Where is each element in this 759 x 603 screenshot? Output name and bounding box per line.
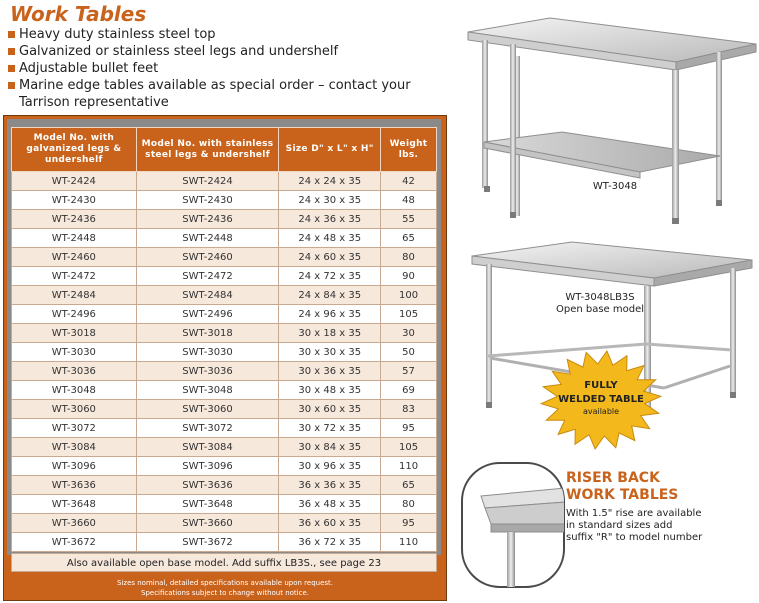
galvanized-model-cell: WT-3048 [12, 381, 137, 400]
weight-cell: 65 [381, 229, 437, 248]
header-size: Size D" x L" x H" [279, 128, 381, 172]
galvanized-model-cell: WT-3648 [12, 495, 137, 514]
header-galvanized-model: Model No. with galvanized legs & undershelf [12, 128, 137, 172]
weight-cell: 83 [381, 400, 437, 419]
spec-table [11, 127, 437, 552]
stainless-model-cell: SWT-3030 [136, 343, 279, 362]
feature-item [8, 60, 438, 77]
size-cell: 36 x 48 x 35 [279, 495, 381, 514]
bullet-square-icon [8, 65, 15, 72]
stainless-model-cell: SWT-3018 [136, 324, 279, 343]
galvanized-model-cell: WT-2448 [12, 229, 137, 248]
riser-description [566, 508, 756, 544]
table-row [12, 457, 437, 476]
stainless-model-cell: SWT-2496 [136, 305, 279, 324]
weight-cell: 65 [381, 476, 437, 495]
starburst-line: FULLY [584, 380, 618, 391]
galvanized-model-cell: WT-3672 [12, 533, 137, 552]
photo-caption-line: Open base model [555, 304, 645, 315]
table-row [12, 476, 437, 495]
feature-list [8, 26, 438, 111]
galvanized-model-cell: WT-2424 [12, 172, 137, 191]
starburst-line: available [582, 407, 620, 416]
riser-text-line: With 1.5" rise are available [566, 508, 702, 519]
galvanized-model-cell: WT-2496 [12, 305, 137, 324]
stainless-model-cell: SWT-3096 [136, 457, 279, 476]
galvanized-model-cell: WT-3096 [12, 457, 137, 476]
weight-cell: 69 [381, 381, 437, 400]
stainless-model-cell: SWT-2472 [136, 267, 279, 286]
stainless-model-cell: SWT-3048 [136, 381, 279, 400]
stainless-model-cell: SWT-3636 [136, 476, 279, 495]
stainless-model-cell: SWT-2484 [136, 286, 279, 305]
size-cell: 24 x 24 x 35 [279, 172, 381, 191]
table-row [12, 343, 437, 362]
stainless-model-cell: SWT-2436 [136, 210, 279, 229]
open-base-note: Also available open base model. Add suffix LB3S., see page 23 [11, 553, 437, 572]
stainless-model-cell: SWT-3660 [136, 514, 279, 533]
size-cell: 30 x 84 x 35 [279, 438, 381, 457]
galvanized-model-cell: WT-3636 [12, 476, 137, 495]
bullet-square-icon [8, 31, 15, 38]
work-table-photo [462, 14, 758, 230]
bullet-square-icon [8, 48, 15, 55]
feature-text: Marine edge tables available as special order – contact your Tarrison representative [19, 78, 411, 110]
table-body [12, 172, 437, 552]
galvanized-model-cell: WT-2460 [12, 248, 137, 267]
riser-title-line: RISER BACK [566, 470, 660, 486]
size-cell: 24 x 84 x 35 [279, 286, 381, 305]
page-title: Work Tables [10, 2, 147, 26]
stainless-model-cell: SWT-3672 [136, 533, 279, 552]
table-row [12, 419, 437, 438]
weight-cell: 30 [381, 324, 437, 343]
size-cell: 30 x 60 x 35 [279, 400, 381, 419]
stainless-model-cell: SWT-2430 [136, 191, 279, 210]
stainless-model-cell: SWT-2424 [136, 172, 279, 191]
header-stainless-model: Model No. with stainless steel legs & undershelf [136, 128, 279, 172]
galvanized-model-cell: WT-3660 [12, 514, 137, 533]
feature-item [8, 43, 438, 60]
table-row [12, 400, 437, 419]
photo-caption [545, 292, 655, 316]
stainless-model-cell: SWT-3060 [136, 400, 279, 419]
size-cell: 30 x 48 x 35 [279, 381, 381, 400]
size-cell: 24 x 72 x 35 [279, 267, 381, 286]
size-cell: 36 x 36 x 35 [279, 476, 381, 495]
galvanized-model-cell: WT-3060 [12, 400, 137, 419]
table-header-row [12, 128, 437, 172]
stainless-model-cell: SWT-2448 [136, 229, 279, 248]
feature-text: Heavy duty stainless steel top [19, 27, 216, 42]
photo-caption-line: WT-3048LB3S [565, 292, 635, 303]
size-cell: 36 x 60 x 35 [279, 514, 381, 533]
table-row [12, 495, 437, 514]
table-row [12, 514, 437, 533]
riser-title [566, 470, 678, 504]
weight-cell: 80 [381, 495, 437, 514]
riser-back-photo [461, 462, 565, 588]
galvanized-model-cell: WT-3072 [12, 419, 137, 438]
fine-print-line: Specifications subject to change without notice. [141, 589, 309, 597]
weight-cell: 95 [381, 514, 437, 533]
weight-cell: 57 [381, 362, 437, 381]
stainless-model-cell: SWT-3648 [136, 495, 279, 514]
size-cell: 30 x 96 x 35 [279, 457, 381, 476]
feature-item [8, 77, 438, 111]
table-row [12, 362, 437, 381]
table-row [12, 286, 437, 305]
weight-cell: 95 [381, 419, 437, 438]
table-row [12, 533, 437, 552]
riser-text-line: in standard sizes add [566, 520, 673, 531]
galvanized-model-cell: WT-2472 [12, 267, 137, 286]
weight-cell: 90 [381, 267, 437, 286]
table-row [12, 438, 437, 457]
table-row [12, 229, 437, 248]
size-cell: 24 x 60 x 35 [279, 248, 381, 267]
galvanized-model-cell: WT-2430 [12, 191, 137, 210]
weight-cell: 105 [381, 305, 437, 324]
spec-panel [3, 115, 447, 601]
size-cell: 24 x 30 x 35 [279, 191, 381, 210]
fine-print-line: Sizes nominal, detailed specifications available upon request. [117, 579, 333, 587]
galvanized-model-cell: WT-2484 [12, 286, 137, 305]
size-cell: 30 x 72 x 35 [279, 419, 381, 438]
weight-cell: 50 [381, 343, 437, 362]
table-row [12, 305, 437, 324]
weight-cell: 48 [381, 191, 437, 210]
table-row [12, 381, 437, 400]
table-row [12, 172, 437, 191]
stainless-model-cell: SWT-3072 [136, 419, 279, 438]
size-cell: 24 x 96 x 35 [279, 305, 381, 324]
galvanized-model-cell: WT-3018 [12, 324, 137, 343]
size-cell: 36 x 72 x 35 [279, 533, 381, 552]
weight-cell: 105 [381, 438, 437, 457]
galvanized-model-cell: WT-2436 [12, 210, 137, 229]
galvanized-model-cell: WT-3084 [12, 438, 137, 457]
weight-cell: 55 [381, 210, 437, 229]
weight-cell: 80 [381, 248, 437, 267]
riser-text-line: suffix "R" to model number [566, 532, 703, 543]
weight-cell: 110 [381, 533, 437, 552]
galvanized-model-cell: WT-3030 [12, 343, 137, 362]
table-row [12, 248, 437, 267]
stainless-model-cell: SWT-3084 [136, 438, 279, 457]
feature-item [8, 26, 438, 43]
table-row [12, 191, 437, 210]
fully-welded-starburst [533, 346, 669, 454]
riser-title-line: WORK TABLES [566, 487, 679, 503]
feature-text: Galvanized or stainless steel legs and undershelf [19, 44, 339, 59]
weight-cell: 42 [381, 172, 437, 191]
table-row [12, 267, 437, 286]
size-cell: 30 x 30 x 35 [279, 343, 381, 362]
photo-caption: WT-3048 [592, 181, 638, 192]
stainless-model-cell: SWT-2460 [136, 248, 279, 267]
bullet-square-icon [8, 82, 15, 89]
starburst-line: WELDED TABLE [558, 394, 644, 405]
weight-cell: 100 [381, 286, 437, 305]
size-cell: 30 x 36 x 35 [279, 362, 381, 381]
feature-text: Adjustable bullet feet [19, 61, 159, 76]
header-weight: Weight lbs. [381, 128, 437, 172]
size-cell: 24 x 48 x 35 [279, 229, 381, 248]
table-row [12, 324, 437, 343]
size-cell: 30 x 18 x 35 [279, 324, 381, 343]
galvanized-model-cell: WT-3036 [12, 362, 137, 381]
fine-print [4, 578, 446, 598]
weight-cell: 110 [381, 457, 437, 476]
stainless-model-cell: SWT-3036 [136, 362, 279, 381]
table-row [12, 210, 437, 229]
size-cell: 24 x 36 x 35 [279, 210, 381, 229]
